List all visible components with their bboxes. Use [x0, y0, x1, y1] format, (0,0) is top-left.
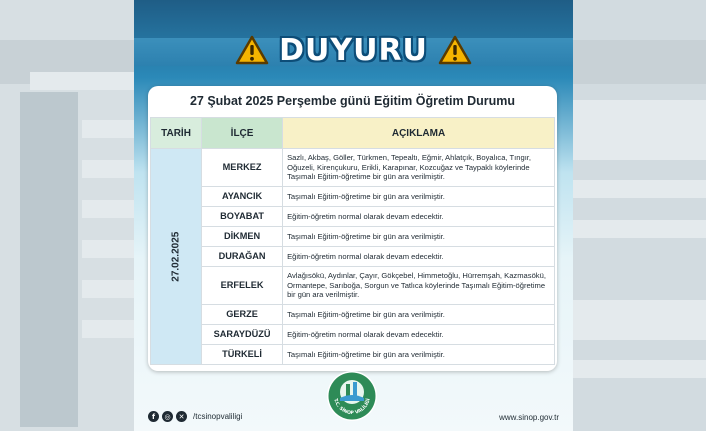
warning-triangle-icon	[438, 35, 472, 65]
x-icon[interactable]: ✕	[176, 411, 187, 422]
table-header-row	[151, 118, 555, 149]
description-cell: Taşımalı Eğitim-öğretime bir gün ara verilmiştir.	[283, 305, 555, 325]
card-title: 27 Şubat 2025 Perşembe günü Eğitim Öğretim Durumu	[189, 94, 516, 108]
background-row	[573, 180, 706, 198]
social-handle[interactable]: /tcsinopvaliligi	[193, 412, 243, 421]
background-row	[82, 320, 134, 338]
description-cell: Eğitim-öğretim normal olarak devam edecektir.	[283, 247, 555, 267]
column-header-district: İLÇE	[202, 118, 283, 149]
district-cell: DİKMEN	[202, 227, 283, 247]
district-cell: AYANCIK	[202, 187, 283, 207]
announcement-title: DUYURU	[279, 32, 428, 68]
district-cell: MERKEZ	[202, 149, 283, 187]
warning-triangle-icon	[235, 35, 269, 65]
background-row	[30, 72, 134, 90]
description-cell: Eğitim-öğretim normal olarak devam edecektir.	[283, 207, 555, 227]
background-right	[573, 0, 706, 431]
instagram-icon[interactable]: ◎	[162, 411, 173, 422]
table-row	[151, 187, 555, 207]
background-row	[82, 200, 134, 218]
table-row	[151, 305, 555, 325]
district-cell: ERFELEK	[202, 267, 283, 305]
background-column	[20, 92, 78, 427]
table-row	[151, 267, 555, 305]
announcement-poster	[134, 0, 573, 431]
date-cell	[151, 149, 202, 365]
background-band	[573, 40, 706, 84]
district-cell: DURAĞAN	[202, 247, 283, 267]
background-row	[573, 100, 706, 160]
education-status-table	[150, 117, 555, 365]
social-links	[148, 411, 242, 422]
background-left	[0, 0, 134, 431]
description-cell: Sazlı, Akbaş, Göller, Türkmen, Tepealtı, Eğmir, Ahlatçık, Boyalıca, Tıngır, Oğuzeli, Kirençukuru, Erikli, Karapınar, Kozcuğaz ve Taypaklı köylerinde Taşımalı Eğitim-öğretime bir gün ara verilmiştir.	[283, 149, 555, 187]
district-cell: SARAYDÜZÜ	[202, 325, 283, 345]
table-row	[151, 247, 555, 267]
poster-header	[134, 28, 573, 72]
background-row	[573, 360, 706, 378]
description-cell: Taşımalı Eğitim-öğretime bir gün ara verilmiştir.	[283, 345, 555, 365]
background-row	[82, 280, 134, 298]
svg-text:T.C. SİNOP VALİLİĞİ: T.C. SİNOP VALİLİĞİ	[332, 398, 372, 417]
district-cell: BOYABAT	[202, 207, 283, 227]
background-row	[82, 240, 134, 258]
description-cell: Eğitim-öğretim normal olarak devam edecektir.	[283, 325, 555, 345]
description-cell: Taşımalı Eğitim-öğretime bir gün ara verilmiştir.	[283, 187, 555, 207]
table-row	[151, 149, 555, 187]
background-row	[573, 300, 706, 340]
date-value: 27.02.2025	[170, 231, 182, 282]
table-row	[151, 325, 555, 345]
description-cell: Taşımalı Eğitim-öğretime bir gün ara verilmiştir.	[283, 227, 555, 247]
column-header-date: TARİH	[151, 118, 202, 149]
district-cell: GERZE	[202, 305, 283, 325]
background-row	[82, 160, 134, 178]
description-cell: Avlağısökü, Aydınlar, Çayır, Gökçebel, Himmetoğlu, Hürremşah, Kazmasökü, Ormantepe, Sarıboğa, Sorgun ve Tatlıca köylerinde Taşımalı Eğitim-öğretime bir gün ara verilmiştir.	[283, 267, 555, 305]
table-row	[151, 207, 555, 227]
table-row	[151, 227, 555, 247]
background-row	[82, 120, 134, 138]
column-header-description: AÇIKLAMA	[283, 118, 555, 149]
district-cell: TÜRKELİ	[202, 345, 283, 365]
sinop-governorship-logo	[326, 370, 378, 422]
status-card	[148, 86, 557, 371]
website-link[interactable]: www.sinop.gov.tr	[499, 413, 559, 422]
facebook-icon[interactable]: f	[148, 411, 159, 422]
background-row	[573, 220, 706, 238]
table-row	[151, 345, 555, 365]
